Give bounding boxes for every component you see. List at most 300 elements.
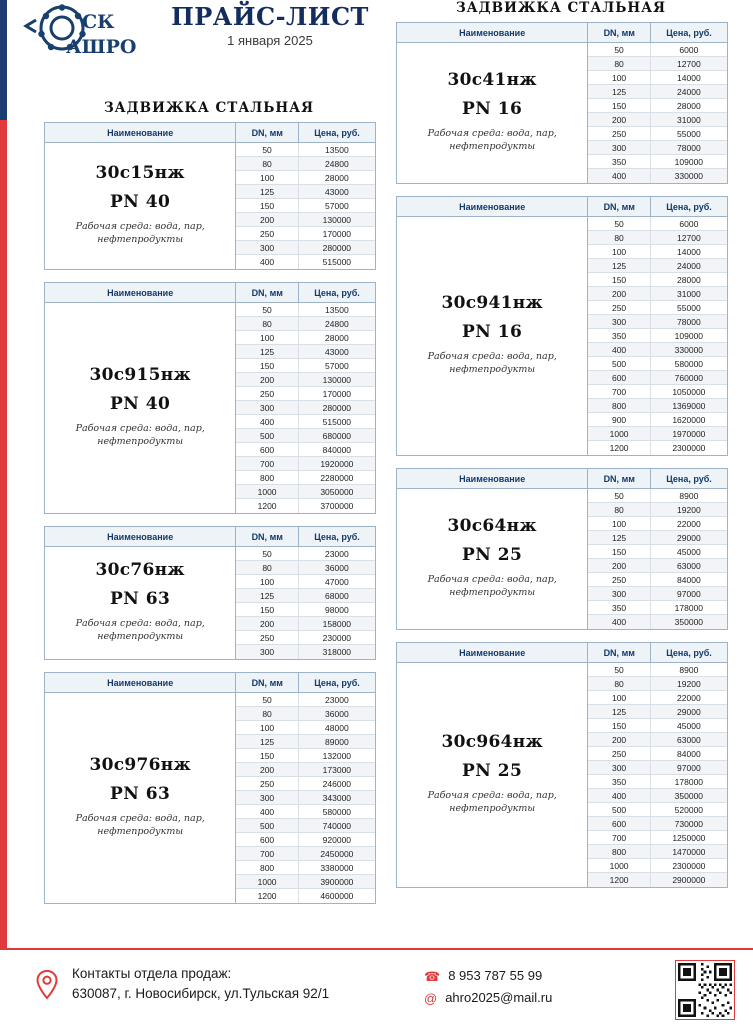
cell-dn: 200: [236, 213, 298, 226]
cell-price: 68000: [325, 591, 349, 601]
table-row: [236, 443, 375, 457]
cell-dn: 800: [236, 471, 298, 484]
cell-price: 57000: [325, 361, 349, 371]
product-pressure-rating: PN 63: [109, 589, 171, 610]
contacts-title: Контакты отдела продаж:: [72, 966, 232, 981]
column-header-name: Наименование: [45, 673, 236, 692]
cell-dn: 250: [588, 301, 650, 314]
cell-dn: 300: [236, 241, 298, 254]
table-row: [588, 873, 727, 887]
table-header-row: [397, 23, 727, 43]
table-row: [236, 457, 375, 471]
table-body: [397, 217, 727, 455]
cell-dn: 1000: [588, 427, 650, 440]
product-name: 30с76нж: [95, 560, 185, 581]
price-list-date: 1 января 2025: [227, 33, 313, 49]
cell-dn: 600: [588, 371, 650, 384]
cell-dn: 80: [236, 317, 298, 330]
table-row: [236, 373, 375, 387]
table-row: [236, 561, 375, 575]
table-row: [588, 761, 727, 775]
cell-dn: 1000: [236, 875, 298, 888]
cell-price: 12700: [677, 233, 701, 243]
table-row: [236, 707, 375, 721]
cell-dn: 250: [588, 747, 650, 760]
column-header-dn: DN, мм: [236, 527, 299, 546]
cell-dn: 100: [588, 71, 650, 84]
table-row: [588, 385, 727, 399]
location-pin-icon: [36, 970, 58, 1005]
cell-dn: 500: [588, 357, 650, 370]
cell-price: 28000: [325, 173, 349, 183]
cell-price: 36000: [325, 709, 349, 719]
product-working-medium: Рабочая среда: вода, пар, нефтепродукты: [427, 574, 557, 598]
product-info-cell: [397, 217, 588, 455]
product-info-cell: [397, 489, 588, 629]
cell-price: 580000: [674, 359, 704, 369]
cell-dn: 125: [588, 85, 650, 98]
cell-price: 515000: [322, 417, 352, 427]
cell-price: 29000: [677, 707, 701, 717]
column-header-dn: DN, мм: [236, 283, 299, 302]
cell-price: 2300000: [672, 443, 706, 453]
cell-dn: 200: [236, 373, 298, 386]
cell-price: 132000: [322, 751, 352, 761]
table-row: [588, 71, 727, 85]
cell-price: 170000: [322, 389, 352, 399]
cell-price: 12700: [677, 59, 701, 69]
cell-price: 84000: [677, 575, 701, 585]
cell-dn: 1200: [588, 873, 650, 887]
page-header: [0, 0, 380, 78]
product-card: [44, 122, 376, 270]
product-pressure-rating: PN 40: [109, 192, 171, 213]
table-row: [588, 531, 727, 545]
products-column-right: [396, 22, 728, 900]
product-working-medium: Рабочая среда: вода, пар, нефтепродукты: [75, 618, 205, 642]
cell-price: 173000: [322, 765, 352, 775]
table-row: [588, 343, 727, 357]
column-header-dn: DN, мм: [588, 197, 651, 216]
cell-price: 14000: [677, 247, 701, 257]
cell-dn: 125: [588, 705, 650, 718]
cell-price: 1620000: [672, 415, 706, 425]
cell-price: 730000: [674, 819, 704, 829]
table-row: [236, 485, 375, 499]
cell-dn: 80: [236, 157, 298, 170]
table-row: [588, 845, 727, 859]
cell-price: 6000: [679, 219, 699, 229]
product-info-cell: [397, 43, 588, 183]
cell-price: 350000: [674, 791, 704, 801]
cell-dn: 100: [588, 517, 650, 530]
table-row: [588, 371, 727, 385]
cell-dn: 1000: [236, 485, 298, 498]
cell-dn: 200: [236, 617, 298, 630]
phone-email-block: [424, 965, 552, 1009]
cell-price: 97000: [677, 763, 701, 773]
price-rows: [236, 693, 375, 903]
cell-price: 246000: [322, 779, 352, 789]
cell-price: 1970000: [672, 429, 706, 439]
cell-price: 178000: [674, 603, 704, 613]
table-row: [236, 721, 375, 735]
table-row: [236, 241, 375, 255]
table-body: [45, 143, 375, 269]
table-row: [236, 589, 375, 603]
table-row: [236, 617, 375, 631]
product-info-cell: [45, 547, 236, 659]
table-row: [588, 587, 727, 601]
table-row: [588, 99, 727, 113]
email-address[interactable]: ahro2025@mail.ru: [445, 990, 553, 1006]
cell-price: 55000: [677, 129, 701, 139]
column-header-name: Наименование: [397, 469, 588, 488]
table-row: [588, 329, 727, 343]
product-name: 30с915нж: [89, 365, 191, 386]
qr-code[interactable]: [675, 960, 735, 1020]
products-column-left: [44, 122, 376, 916]
cell-price: 760000: [674, 373, 704, 383]
cell-price: 28000: [677, 101, 701, 111]
cell-price: 343000: [322, 793, 352, 803]
cell-dn: 200: [588, 287, 650, 300]
cell-dn: 250: [236, 387, 298, 400]
table-row: [236, 575, 375, 589]
product-name: 30с64нж: [447, 516, 537, 537]
price-rows: [588, 43, 727, 183]
column-header-dn: DN, мм: [588, 469, 651, 488]
cell-dn: 400: [588, 789, 650, 802]
price-rows: [588, 663, 727, 887]
cell-price: 158000: [322, 619, 352, 629]
table-row: [588, 127, 727, 141]
cell-price: 19200: [677, 505, 701, 515]
cell-dn: 300: [588, 761, 650, 774]
cell-dn: 350: [588, 329, 650, 342]
table-body: [45, 547, 375, 659]
table-row: [588, 231, 727, 245]
table-row: [588, 663, 727, 677]
cell-price: 28000: [325, 333, 349, 343]
cell-price: 24000: [677, 261, 701, 271]
column-header-dn: DN, мм: [588, 643, 651, 662]
table-row: [236, 213, 375, 227]
table-row: [236, 199, 375, 213]
product-info-cell: [45, 693, 236, 903]
table-header-row: [45, 283, 375, 303]
table-row: [236, 889, 375, 903]
cell-price: 23000: [325, 549, 349, 559]
table-header-row: [397, 469, 727, 489]
cell-dn: 900: [588, 413, 650, 426]
cell-dn: 350: [588, 601, 650, 614]
table-header-row: [397, 197, 727, 217]
column-header-name: Наименование: [45, 283, 236, 302]
cell-dn: 150: [588, 99, 650, 112]
cell-price: 63000: [677, 561, 701, 571]
table-row: [236, 171, 375, 185]
product-name: 30с41нж: [447, 70, 537, 91]
table-body: [45, 303, 375, 513]
cell-dn: 50: [236, 547, 298, 560]
cell-dn: 800: [236, 861, 298, 874]
cell-price: 22000: [677, 693, 701, 703]
cell-price: 580000: [322, 807, 352, 817]
cell-dn: 100: [236, 575, 298, 588]
table-row: [236, 227, 375, 241]
cell-price: 520000: [674, 805, 704, 815]
cell-dn: 300: [236, 645, 298, 659]
column-header-price: Цена, руб.: [666, 647, 712, 658]
cell-price: 84000: [677, 749, 701, 759]
table-row: [588, 413, 727, 427]
cell-dn: 250: [236, 777, 298, 790]
table-row: [236, 833, 375, 847]
table-row: [236, 791, 375, 805]
cell-price: 2450000: [320, 849, 354, 859]
table-row: [236, 763, 375, 777]
cell-dn: 100: [236, 721, 298, 734]
product-pressure-rating: PN 63: [109, 784, 171, 805]
section-heading-left: ЗАДВИЖКА СТАЛЬНАЯ: [103, 100, 315, 116]
cell-price: 98000: [325, 605, 349, 615]
table-row: [588, 155, 727, 169]
cell-price: 63000: [677, 735, 701, 745]
cell-dn: 200: [236, 763, 298, 776]
cell-price: 2900000: [672, 875, 706, 885]
cell-dn: 80: [236, 561, 298, 574]
cell-price: 6000: [679, 45, 699, 55]
cell-dn: 125: [588, 531, 650, 544]
column-header-name: Наименование: [45, 123, 236, 142]
table-row: [236, 819, 375, 833]
table-row: [588, 573, 727, 587]
table-row: [588, 301, 727, 315]
cell-price: 130000: [322, 375, 352, 385]
column-header-dn: DN, мм: [236, 673, 299, 692]
table-row: [588, 601, 727, 615]
column-header-name: Наименование: [45, 527, 236, 546]
column-header-name: Наименование: [397, 643, 588, 662]
table-row: [236, 547, 375, 561]
cell-dn: 700: [588, 831, 650, 844]
cell-dn: 600: [236, 833, 298, 846]
cell-price: 330000: [674, 171, 704, 181]
cell-price: 920000: [322, 835, 352, 845]
cell-dn: 50: [588, 43, 650, 56]
table-row: [588, 141, 727, 155]
column-header-dn: DN, мм: [236, 123, 299, 142]
product-pressure-rating: PN 25: [461, 545, 523, 566]
cell-price: 740000: [322, 821, 352, 831]
cell-price: 318000: [322, 647, 352, 657]
product-name: 30с964нж: [441, 732, 543, 753]
table-row: [588, 357, 727, 371]
cell-dn: 150: [236, 603, 298, 616]
cell-dn: 100: [588, 691, 650, 704]
title-block: [160, 4, 380, 48]
table-row: [236, 255, 375, 269]
table-row: [588, 817, 727, 831]
table-row: [588, 803, 727, 817]
column-header-price: Цена, руб.: [666, 27, 712, 38]
table-row: [588, 489, 727, 503]
table-row: [236, 303, 375, 317]
table-body: [45, 693, 375, 903]
column-header-price: Цена, руб.: [666, 201, 712, 212]
cell-dn: 125: [236, 345, 298, 358]
cell-price: 55000: [677, 303, 701, 313]
cell-price: 48000: [325, 723, 349, 733]
cell-dn: 500: [236, 819, 298, 832]
cell-dn: 350: [588, 775, 650, 788]
cell-dn: 300: [588, 141, 650, 154]
cell-dn: 500: [588, 803, 650, 816]
cell-dn: 300: [588, 587, 650, 600]
product-card: [44, 672, 376, 904]
cell-price: 1050000: [672, 387, 706, 397]
table-body: [397, 43, 727, 183]
cell-dn: 200: [588, 559, 650, 572]
table-row: [588, 315, 727, 329]
price-rows: [236, 143, 375, 269]
product-working-medium: Рабочая среда: вода, пар, нефтепродукты: [75, 221, 205, 245]
cell-dn: 150: [236, 749, 298, 762]
table-row: [236, 387, 375, 401]
cell-price: 57000: [325, 201, 349, 211]
table-row: [588, 57, 727, 71]
cell-price: 1920000: [320, 459, 354, 469]
cell-price: 3380000: [320, 863, 354, 873]
cell-dn: 400: [588, 343, 650, 356]
table-row: [588, 259, 727, 273]
product-working-medium: Рабочая среда: вода, пар, нефтепродукты: [427, 790, 557, 814]
cell-dn: 150: [236, 359, 298, 372]
cell-dn: 50: [588, 489, 650, 502]
cell-dn: 50: [236, 303, 298, 316]
product-working-medium: Рабочая среда: вода, пар, нефтепродукты: [427, 351, 557, 375]
cell-dn: 800: [588, 399, 650, 412]
table-row: [236, 345, 375, 359]
cell-price: 109000: [674, 157, 704, 167]
cell-dn: 200: [588, 113, 650, 126]
product-card: [396, 22, 728, 184]
product-pressure-rating: PN 16: [461, 99, 523, 120]
product-name: 30с976нж: [89, 755, 191, 776]
table-body: [397, 489, 727, 629]
table-row: [236, 471, 375, 485]
table-row: [236, 157, 375, 171]
phone-icon: ☎: [424, 968, 441, 984]
cell-dn: 1200: [588, 441, 650, 455]
phone-number[interactable]: 8 953 787 55 99: [448, 968, 543, 983]
price-rows: [236, 303, 375, 513]
table-row: [588, 831, 727, 845]
cell-price: 24800: [325, 319, 349, 329]
cell-price: 78000: [677, 143, 701, 153]
cell-price: 130000: [322, 215, 352, 225]
cell-price: 3900000: [320, 877, 354, 887]
product-name: 30с941нж: [441, 293, 543, 314]
table-row: [588, 517, 727, 531]
cell-dn: 700: [236, 457, 298, 470]
cell-price: 28000: [677, 275, 701, 285]
table-row: [588, 399, 727, 413]
table-row: [588, 441, 727, 455]
product-card: [44, 282, 376, 514]
cell-price: 280000: [322, 243, 352, 253]
cell-dn: 600: [588, 817, 650, 830]
table-row: [588, 705, 727, 719]
cell-dn: 200: [588, 733, 650, 746]
table-row: [236, 401, 375, 415]
table-row: [588, 545, 727, 559]
cell-dn: 80: [588, 677, 650, 690]
table-row: [236, 631, 375, 645]
company-logo: [22, 4, 157, 68]
product-working-medium: Рабочая среда: вода, пар, нефтепродукты: [427, 128, 557, 152]
contacts-address: 630087, г. Новосибирск, ул.Тульская 92/1: [72, 986, 330, 1002]
cell-dn: 250: [588, 127, 650, 140]
cell-price: 1470000: [672, 847, 706, 857]
cell-dn: 300: [236, 791, 298, 804]
table-row: [588, 169, 727, 183]
cell-dn: 100: [588, 245, 650, 258]
cell-price: 45000: [677, 547, 701, 557]
cell-dn: 150: [588, 719, 650, 732]
cell-dn: 350: [588, 155, 650, 168]
cell-price: 78000: [677, 317, 701, 327]
cell-dn: 400: [236, 805, 298, 818]
table-row: [236, 645, 375, 659]
cell-dn: 150: [236, 199, 298, 212]
cell-price: 1369000: [672, 401, 706, 411]
cell-price: 330000: [674, 345, 704, 355]
cell-dn: 100: [236, 331, 298, 344]
table-header-row: [397, 643, 727, 663]
table-row: [236, 143, 375, 157]
column-header-name: Наименование: [397, 23, 588, 42]
cell-price: 13500: [325, 145, 349, 155]
cell-dn: 700: [236, 847, 298, 860]
cell-price: 13500: [325, 305, 349, 315]
product-working-medium: Рабочая среда: вода, пар, нефтепродукты: [75, 423, 205, 447]
cell-dn: 125: [236, 589, 298, 602]
table-row: [236, 749, 375, 763]
table-row: [588, 287, 727, 301]
cell-price: 8900: [679, 665, 699, 675]
cell-price: 230000: [322, 633, 352, 643]
section-heading-right: ЗАДВИЖКА СТАЛЬНАЯ: [455, 0, 667, 16]
contacts-block: [72, 964, 329, 1005]
email-icon: @: [424, 990, 438, 1006]
table-row: [236, 777, 375, 791]
table-row: [588, 503, 727, 517]
cell-dn: 150: [588, 273, 650, 286]
table-row: [236, 603, 375, 617]
price-rows: [236, 547, 375, 659]
cell-dn: 50: [588, 217, 650, 230]
product-info-cell: [45, 303, 236, 513]
cell-price: 31000: [677, 115, 701, 125]
cell-dn: 1200: [236, 889, 298, 903]
cell-dn: 250: [236, 227, 298, 240]
table-row: [236, 875, 375, 889]
cell-dn: 600: [236, 443, 298, 456]
cell-price: 2280000: [320, 473, 354, 483]
table-row: [236, 499, 375, 513]
